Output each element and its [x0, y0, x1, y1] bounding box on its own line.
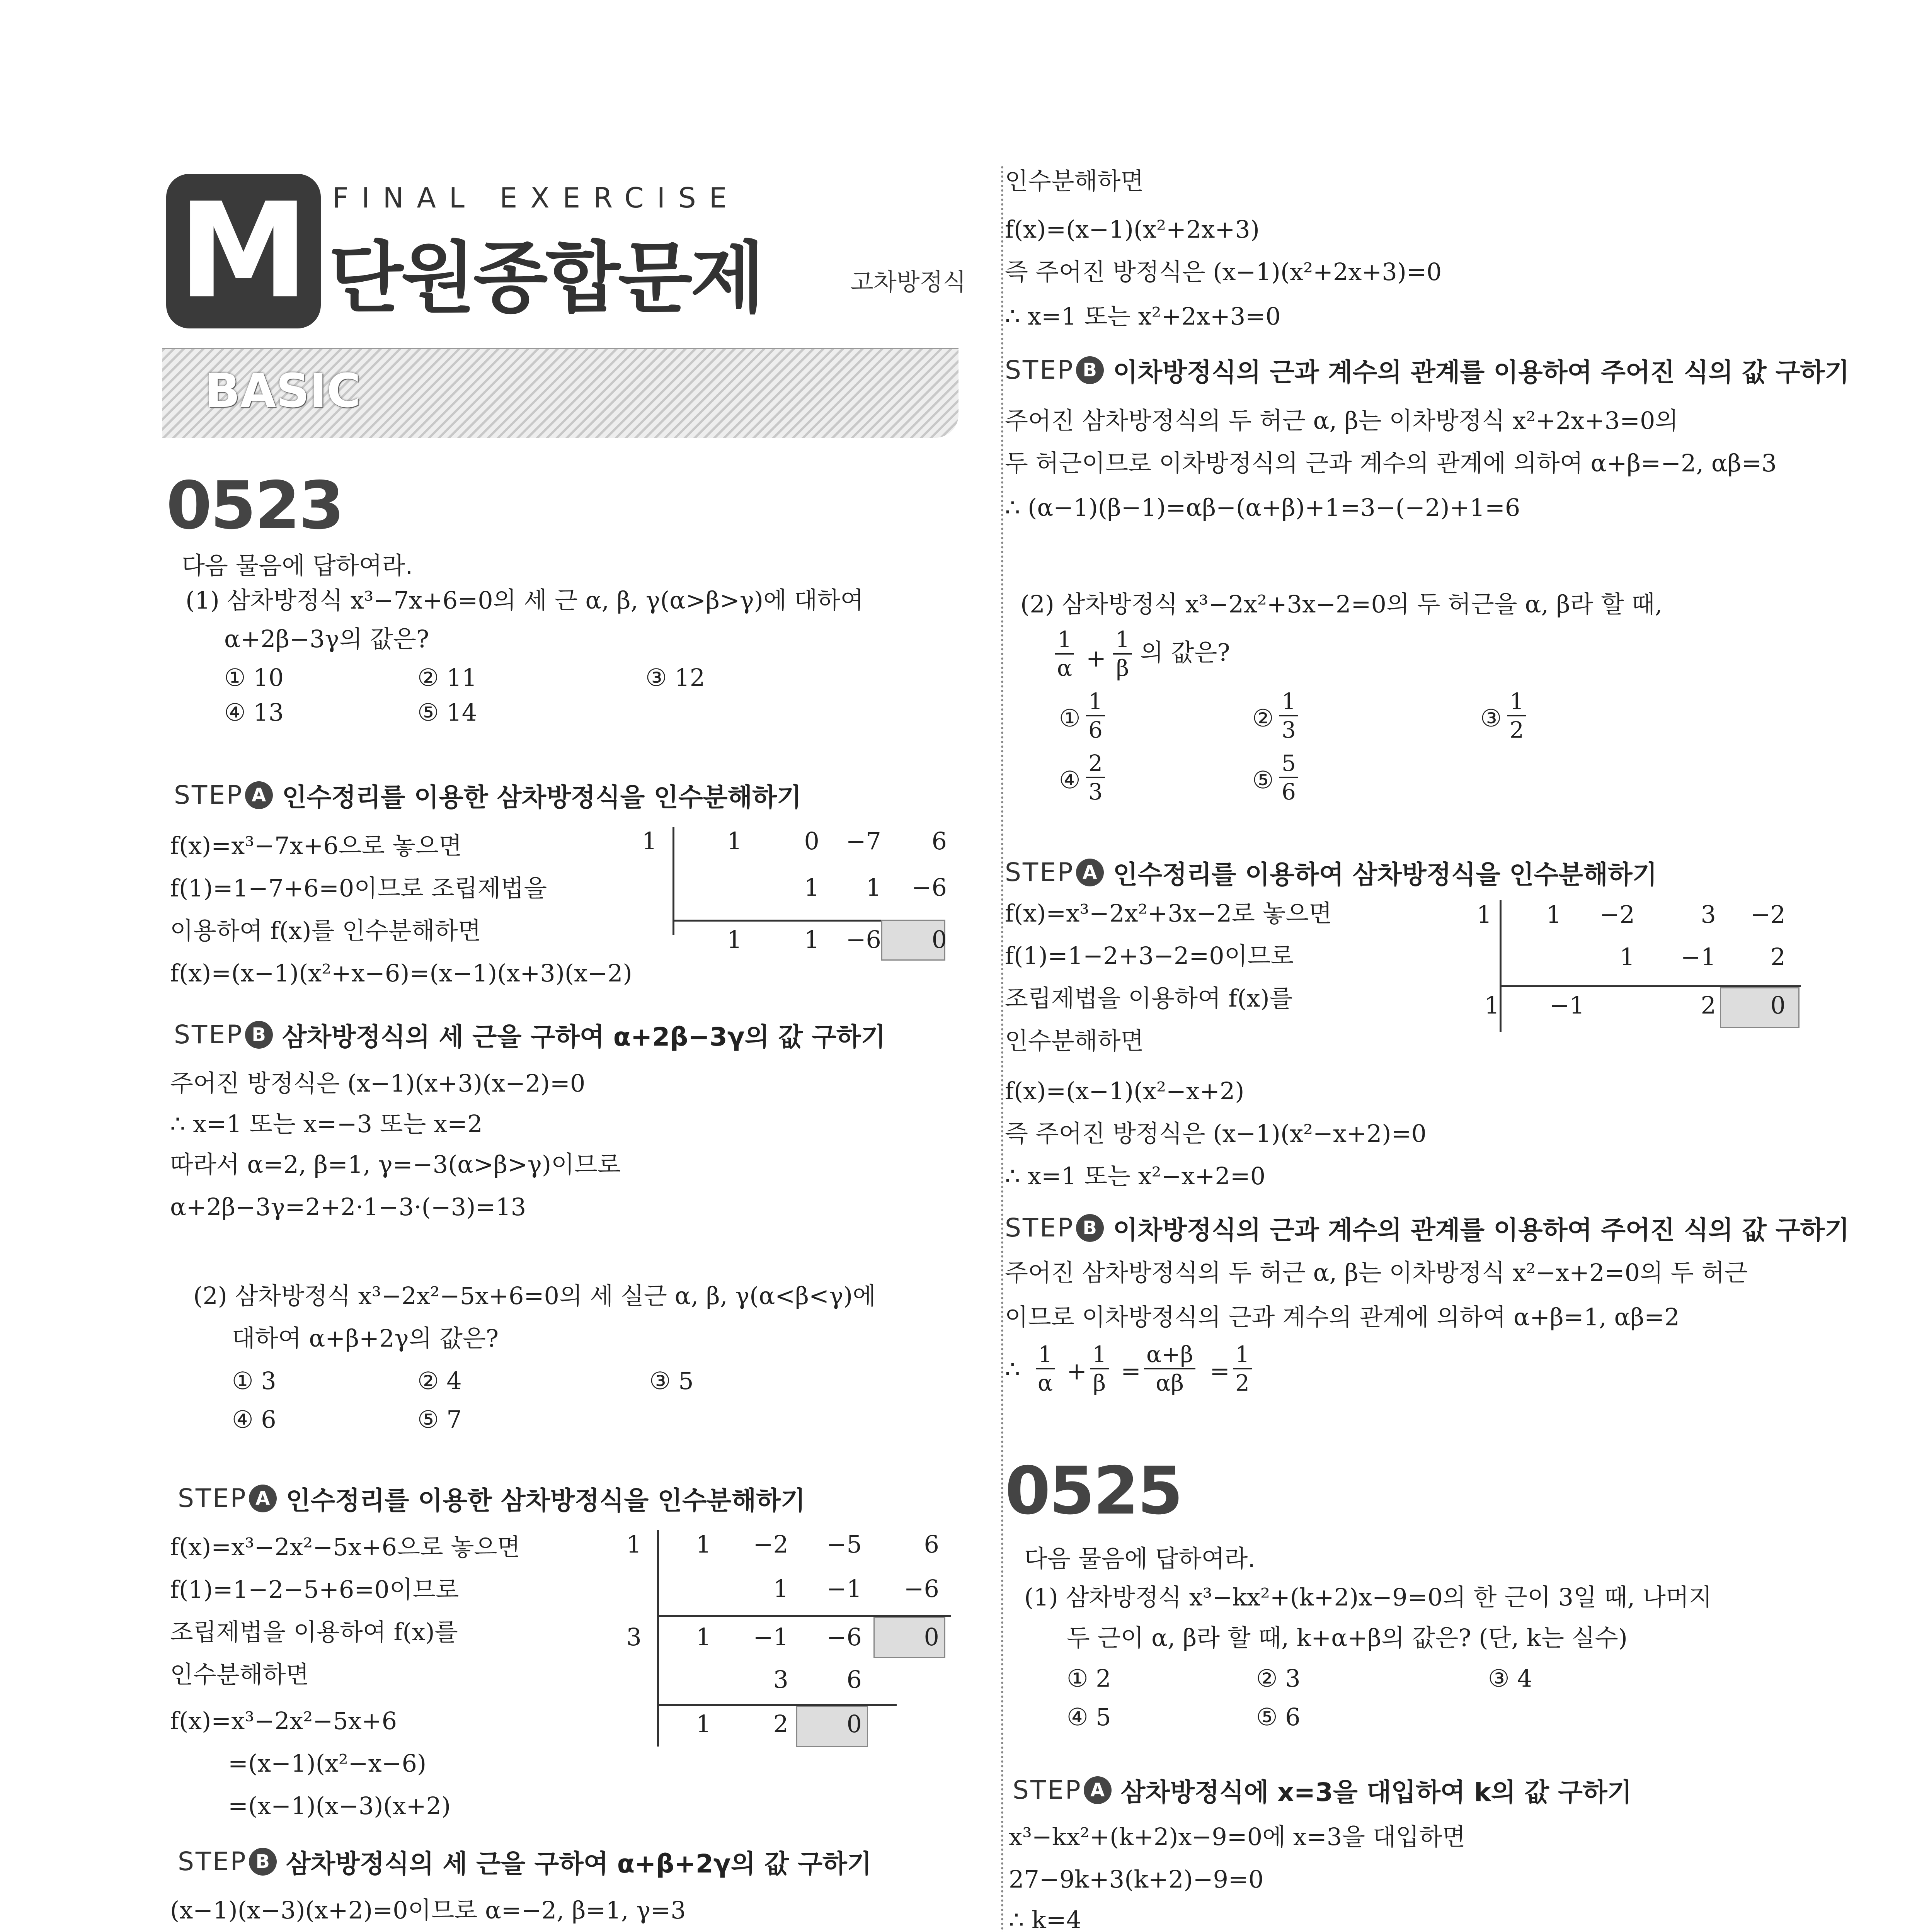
fraction-denominator: α — [1057, 655, 1073, 681]
fraction — [1055, 626, 1074, 682]
step-label: STEP — [1013, 1775, 1082, 1805]
fraction-denominator: 6 — [1088, 717, 1103, 743]
step-b-heading — [178, 1843, 872, 1880]
problem-number: 0523 — [166, 468, 343, 544]
problem-intro: 다음 물음에 답하여라. — [182, 551, 413, 580]
fraction-denominator: 3 — [1282, 717, 1296, 743]
fraction-numerator: 1 — [1090, 1341, 1109, 1369]
choice: ⑤ 14 — [417, 698, 477, 726]
step-title: 인수정리를 이용한 삼차방정식을 인수분해하기 — [286, 1486, 805, 1515]
fraction-numerator: 1 — [1036, 1341, 1055, 1369]
choice-mark: ③ — [1480, 704, 1502, 732]
choice: ⑤ 7 — [417, 1405, 462, 1434]
fraction-numerator: 1 — [1086, 688, 1105, 716]
plus-sign: + — [1086, 644, 1106, 672]
choice: ③ 12 — [645, 663, 705, 692]
solution-line: (x−1)(x−3)(x+2)=0이므로 α=−2, β=1, γ=3 — [170, 1896, 686, 1924]
fraction-numerator: 1 — [1233, 1341, 1252, 1369]
syn-cell: −6 — [846, 925, 881, 954]
syn-cell: 0 — [846, 1710, 862, 1738]
choice: ⑤ 6 — [1256, 1703, 1301, 1731]
syn-root: 1 — [626, 1530, 642, 1558]
syn-root: 1 — [1476, 900, 1492, 929]
choice-fraction — [1279, 750, 1298, 805]
fraction-denominator: 6 — [1282, 779, 1296, 805]
choice-mark: ⑤ — [1252, 766, 1274, 794]
choice-mark: ① — [1059, 704, 1081, 732]
choice: ② 11 — [417, 663, 477, 692]
solution-line: ∴ k=4 — [1009, 1906, 1082, 1932]
question-1-line-1: (1) 삼차방정식 x³−kx²+(k+2)x−9=0의 한 근이 3일 때, 나머지 — [1024, 1583, 1712, 1611]
syn-cell: 2 — [1770, 943, 1786, 971]
solution-line: 이용하여 f(x)를 인수분해하면 — [170, 917, 481, 945]
solution-line: 조립제법을 이용하여 f(x)를 — [170, 1618, 458, 1646]
choice: ① 10 — [224, 663, 284, 692]
syn-cell: −6 — [826, 1623, 862, 1651]
fraction — [1144, 1341, 1195, 1396]
step-a-heading — [1005, 854, 1657, 891]
solution-line: 인수분해하면 — [1005, 167, 1144, 195]
choice-fraction — [1507, 688, 1526, 743]
syn-cell: −1 — [753, 1623, 788, 1651]
solution-line: f(1)=1−7+6=0이므로 조립제법을 — [170, 874, 547, 902]
syn-cell: 3 — [773, 1665, 788, 1694]
choice: ④ 5 — [1067, 1703, 1111, 1731]
fraction-denominator: αβ — [1156, 1370, 1184, 1396]
fraction — [1113, 626, 1132, 682]
question-2-line-2: 대하여 α+β+2γ의 값은? — [232, 1324, 499, 1352]
syn-cell: 1 — [696, 1623, 711, 1651]
logo-badge — [166, 174, 321, 328]
solution-line: =(x−1)(x−3)(x+2) — [228, 1792, 451, 1820]
syn-cell: 1 — [727, 925, 742, 954]
syn-cell: −6 — [911, 873, 947, 901]
choice-fraction — [1086, 688, 1105, 743]
step-label: STEP — [1005, 355, 1074, 385]
therefore-sign: ∴ — [1005, 1355, 1020, 1383]
step-badge: A — [249, 1485, 277, 1512]
step-badge: B — [1076, 356, 1104, 384]
step-a-heading — [178, 1480, 805, 1517]
syn-cell: 6 — [924, 1530, 939, 1558]
solution-line: f(1)=1−2+3−2=0이므로 — [1005, 942, 1294, 970]
syn-cell: −2 — [1599, 900, 1635, 929]
step-title: 인수정리를 이용한 삼차방정식을 인수분해하기 — [282, 782, 802, 812]
choice-mark: ② — [1252, 704, 1274, 732]
syn-cell: 0 — [924, 1623, 939, 1651]
syn-cell: 0 — [804, 827, 819, 855]
fraction-denominator: α — [1037, 1370, 1053, 1396]
step-badge: B — [1076, 1214, 1104, 1242]
syn-cell: 1 — [1619, 943, 1635, 971]
question-2-line-1: (2) 삼차방정식 x³−2x²−5x+6=0의 세 실근 α, β, γ(α<β<γ)에 — [193, 1282, 876, 1310]
question-1-line-1: (1) 삼차방정식 x³−7x+6=0의 세 근 α, β, γ(α>β>γ)에 대하여 — [186, 586, 864, 614]
syn-cell: 1 — [727, 827, 742, 855]
solution-line: ∴ (α−1)(β−1)=αβ−(α+β)+1=3−(−2)+1=6 — [1005, 493, 1520, 522]
step-title: 삼차방정식에 x=3을 대입하여 k의 값 구하기 — [1120, 1777, 1632, 1807]
solution-line: f(x)=x³−7x+6으로 놓으면 — [170, 832, 462, 860]
equals-sign: = — [1121, 1357, 1141, 1385]
syn-cell: −1 — [826, 1575, 862, 1603]
syn-cell: 1 — [804, 925, 819, 954]
fraction-numerator: 1 — [1113, 626, 1132, 655]
synthetic-division — [595, 827, 947, 981]
question-1-line-2: 두 근이 α, β라 할 때, k+α+β의 값은? (단, k는 실수) — [1067, 1624, 1628, 1652]
fraction-denominator: β — [1116, 655, 1129, 681]
fraction-denominator: 2 — [1235, 1370, 1250, 1396]
syn-cell: 1 — [696, 1710, 711, 1738]
page-title: 단원종합문제 — [329, 233, 763, 323]
syn-cell: 1 — [866, 873, 881, 901]
problem-intro: 다음 물음에 답하여라. — [1024, 1544, 1256, 1573]
syn-cell: −2 — [753, 1530, 788, 1558]
step-title: 이차방정식의 근과 계수의 관계를 이용하여 주어진 식의 값 구하기 — [1113, 1215, 1849, 1245]
question-1-line-2: α+2β−3γ의 값은? — [224, 625, 429, 653]
step-label: STEP — [174, 780, 243, 810]
step-label: STEP — [178, 1483, 247, 1513]
syn-cell: −7 — [846, 827, 881, 855]
question-2-line-1: (2) 삼차방정식 x³−2x²+3x−2=0의 두 허근을 α, β라 할 때, — [1020, 590, 1663, 618]
solution-line: f(1)=1−2−5+6=0이므로 — [170, 1575, 459, 1604]
syn-cell: 0 — [1770, 991, 1786, 1019]
solution-line: 조립제법을 이용하여 f(x)를 — [1005, 984, 1293, 1012]
problem-number: 0525 — [1005, 1453, 1182, 1529]
syn-cell: −5 — [826, 1530, 862, 1558]
fraction-numerator: α+β — [1144, 1341, 1195, 1369]
solution-line: 주어진 삼차방정식의 두 허근 α, β는 이차방정식 x²+2x+3=0의 — [1005, 406, 1679, 435]
syn-cell: −1 — [1680, 943, 1716, 971]
solution-line: f(x)=x³−2x²−5x+6 — [170, 1707, 397, 1735]
solution-line: f(x)=(x−1)(x²+2x+3) — [1005, 215, 1260, 243]
question-2-tail: 의 값은? — [1140, 638, 1230, 667]
step-b-heading — [1005, 352, 1849, 388]
fraction-numerator: 1 — [1279, 688, 1298, 716]
plus-sign: + — [1067, 1357, 1087, 1385]
syn-vline — [672, 827, 674, 935]
synthetic-division — [1453, 900, 1801, 1043]
equals-sign: = — [1210, 1357, 1230, 1385]
solution-line: α+2β−3γ=2+2·1−3·(−3)=13 — [170, 1193, 526, 1221]
choice-fraction — [1086, 750, 1105, 805]
solution-line: 주어진 삼차방정식의 두 허근 α, β는 이차방정식 x²−x+2=0의 두 허근 — [1005, 1259, 1748, 1287]
fraction — [1090, 1341, 1109, 1396]
syn-root: 3 — [626, 1623, 642, 1651]
syn-cell: −6 — [904, 1575, 939, 1603]
step-label: STEP — [1005, 1213, 1074, 1243]
solution-line: 주어진 방정식은 (x−1)(x+3)(x−2)=0 — [170, 1069, 586, 1097]
step-b-heading — [1005, 1209, 1849, 1246]
syn-cell: 1 — [773, 1575, 788, 1603]
step-a-heading — [174, 777, 802, 813]
basic-label: BASIC — [205, 364, 361, 418]
logo-letter: M — [178, 175, 309, 328]
syn-cell: −2 — [1750, 900, 1786, 929]
solution-line: 인수분해하면 — [170, 1660, 309, 1689]
syn-cell: 1 — [804, 873, 819, 901]
step-b-heading — [174, 1016, 885, 1053]
choice: ③ 5 — [649, 1367, 694, 1395]
solution-line: ∴ x=1 또는 x=−3 또는 x=2 — [170, 1110, 483, 1138]
fraction-numerator: 1 — [1055, 626, 1074, 655]
solution-line: f(x)=x³−2x²−5x+6으로 놓으면 — [170, 1533, 521, 1561]
choice: ④ 13 — [224, 698, 284, 726]
solution-line: 즉 주어진 방정식은 (x−1)(x²−x+2)=0 — [1005, 1119, 1427, 1148]
choice: ④ 6 — [232, 1405, 276, 1434]
syn-cell: 3 — [1701, 900, 1716, 929]
step-label: STEP — [1005, 857, 1074, 887]
basic-band — [162, 348, 958, 438]
solution-line: 따라서 α=2, β=1, γ=−3(α>β>γ)이므로 — [170, 1150, 621, 1179]
choice: ② 4 — [417, 1367, 462, 1395]
step-badge: A — [245, 781, 273, 809]
step-badge: A — [1076, 859, 1104, 886]
choice-mark: ④ — [1059, 766, 1081, 794]
choice: ① 2 — [1067, 1664, 1111, 1692]
solution-line: x³−kx²+(k+2)x−9=0에 x=3을 대입하면 — [1009, 1823, 1466, 1851]
solution-line: 27−9k+3(k+2)−9=0 — [1009, 1865, 1264, 1893]
fraction-denominator: 2 — [1510, 717, 1524, 743]
step-badge: A — [1084, 1776, 1112, 1804]
column-divider — [1001, 166, 1003, 1932]
choice: ③ 4 — [1488, 1664, 1532, 1692]
choice: ① 3 — [232, 1367, 276, 1395]
solution-line: 인수분해하면 — [1005, 1027, 1144, 1055]
fraction-denominator: 3 — [1088, 779, 1103, 805]
syn-root: 1 — [642, 827, 657, 855]
choice: ② 3 — [1256, 1664, 1301, 1692]
step-label: STEP — [174, 1020, 243, 1049]
fraction-numerator: 2 — [1086, 750, 1105, 778]
fraction-numerator: 5 — [1279, 750, 1298, 778]
solution-line: 이므로 이차방정식의 근과 계수의 관계에 의하여 α+β=1, αβ=2 — [1005, 1303, 1680, 1331]
solution-line: ∴ x=1 또는 x²+2x+3=0 — [1005, 302, 1281, 330]
step-title: 삼차방정식의 세 근을 구하여 α+β+2γ의 값 구하기 — [286, 1849, 872, 1879]
step-title: 인수정리를 이용하여 삼차방정식을 인수분해하기 — [1113, 860, 1657, 889]
syn-cell: 1 — [1484, 991, 1500, 1019]
fraction — [1036, 1341, 1055, 1396]
fraction-denominator: β — [1093, 1370, 1106, 1396]
syn-cell: 2 — [1701, 991, 1716, 1019]
solution-line: =(x−1)(x²−x−6) — [228, 1749, 427, 1777]
solution-line: f(x)=(x−1)(x²+x−6)=(x−1)(x+3)(x−2) — [170, 959, 632, 987]
syn-cell: 6 — [931, 827, 947, 855]
syn-cell: 1 — [1546, 900, 1561, 929]
step-title: 이차방정식의 근과 계수의 관계를 이용하여 주어진 식의 값 구하기 — [1113, 357, 1849, 387]
step-badge: B — [249, 1848, 277, 1876]
step-label: STEP — [178, 1847, 247, 1876]
syn-cell: 2 — [773, 1710, 788, 1738]
step-title: 삼차방정식의 세 근을 구하여 α+2β−3γ의 값 구하기 — [282, 1022, 886, 1052]
synthetic-division — [603, 1530, 951, 1747]
syn-cell: −1 — [1549, 991, 1585, 1019]
chapter-label: 고차방정식 — [850, 268, 966, 296]
syn-cell: 0 — [931, 925, 947, 954]
syn-cell: 1 — [696, 1530, 711, 1558]
step-a-heading — [1013, 1772, 1632, 1808]
syn-cell: 6 — [846, 1665, 862, 1694]
fraction-numerator: 1 — [1507, 688, 1526, 716]
solution-line: ∴ x=1 또는 x²−x+2=0 — [1005, 1162, 1266, 1190]
solution-line: 두 허근이므로 이차방정식의 근과 계수의 관계에 의하여 α+β=−2, αβ=3 — [1005, 449, 1777, 477]
header-subtitle: FINAL EXERCISE — [332, 182, 740, 214]
choice-fraction — [1279, 688, 1298, 743]
solution-line: f(x)=x³−2x²+3x−2로 놓으면 — [1005, 899, 1332, 927]
solution-line: 즉 주어진 방정식은 (x−1)(x²+2x+3)=0 — [1005, 258, 1442, 286]
step-badge: B — [245, 1021, 273, 1049]
solution-line: f(x)=(x−1)(x²−x+2) — [1005, 1077, 1245, 1105]
fraction — [1233, 1341, 1252, 1396]
